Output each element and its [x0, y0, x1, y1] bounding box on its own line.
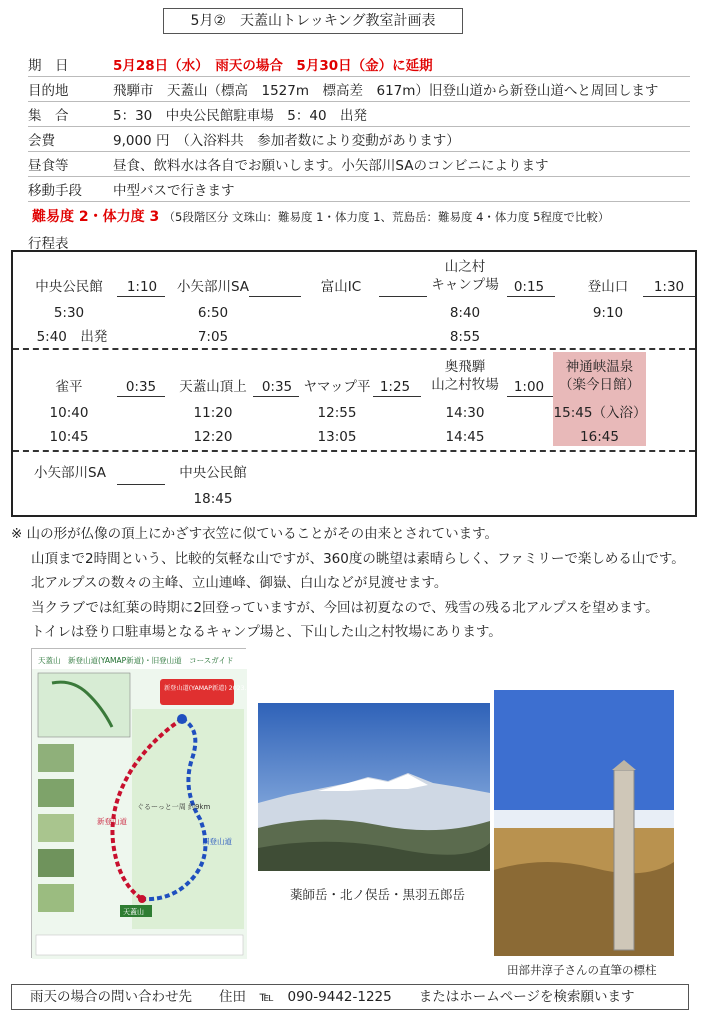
depart-time: 13:05 [317, 429, 357, 445]
summit-marker-graphic [494, 690, 674, 956]
place-yamap-daira: ヤマップ平 [303, 379, 371, 395]
note-line: ※ 山の形が仏像の頂上にかざす衣笠に似ていることがその由来とされています。 [11, 526, 499, 542]
arrive-time: 11:20 [193, 405, 233, 421]
info-row-lunch [28, 152, 690, 177]
arrive-time: 9:10 [592, 305, 624, 321]
depart-time: 12:20 [193, 429, 233, 445]
info-value-transport: 中型バスで行きます [113, 183, 235, 199]
place-tozanguchi: 登山口 [587, 279, 629, 295]
map-loop-label: ぐるーっと一周 約9km [137, 803, 211, 811]
arrive-time: 12:55 [317, 405, 357, 421]
note-line: トイレは登り口駐車場となるキャンプ場と、下山した山之村牧場にあります。 [31, 624, 502, 640]
duration: 0:35 [261, 379, 293, 395]
depart-time: 8:55 [449, 329, 481, 345]
depart-time: 5:40 出発 [36, 329, 108, 345]
info-value-lunch: 昼食、飲料水は各自でお願いします。小矢部川SAのコンビニによります [113, 158, 549, 174]
info-row-transport [28, 177, 690, 202]
info-key: 集 合 [28, 108, 69, 124]
duration: 0:15 [513, 279, 545, 295]
info-row-destination [28, 77, 690, 102]
map-summit: 天蓋山 [123, 908, 144, 916]
place-chuo-kominkan-return: 中央公民館 [179, 465, 247, 481]
duration: 1:00 [513, 379, 545, 395]
arrive-time: 15:45（入浴） [553, 405, 647, 421]
place-toyama-ic: 富山IC [320, 279, 362, 295]
map-new-trail: 新登山道 [97, 817, 127, 826]
summit-marker-photo [494, 690, 674, 956]
notes-section [11, 522, 685, 645]
depart-time: 10:45 [49, 429, 89, 445]
arrive-time: 14:30 [445, 405, 485, 421]
schedule-label: 行程表 [28, 236, 69, 252]
info-key: 会費 [28, 133, 55, 149]
info-row-fee [28, 127, 690, 152]
difficulty-rating: 難易度 2・体力度 3 [32, 209, 160, 225]
duration: 1:25 [379, 379, 411, 395]
contact-info: 雨天の場合の問い合わせ先 住田 ℡ 090-9442-1225 またはホームページを検索願います [11, 984, 689, 1010]
info-value-fee: 9,000 円 （入浴料共 参加者数により変動があります） [113, 133, 460, 149]
place-jinzukyo-onsen: 神通峡温泉 （楽今日館） [559, 359, 640, 393]
arrive-time: 5:30 [53, 305, 85, 321]
place-summit: 天蓋山頂上 [179, 379, 247, 395]
depart-time: 16:45 [580, 429, 619, 445]
map-old-trail: 旧登山道 [202, 837, 232, 846]
info-row-meeting [28, 102, 690, 127]
page-title: 5月② 天蓋山トレッキング教室計画表 [163, 8, 463, 34]
place-oyabegawa-sa: 小矢部川SA [176, 279, 250, 295]
schedule-table [11, 250, 697, 517]
mountain-photo-graphic [258, 703, 490, 871]
note-line: 北アルプスの数々の主峰、立山連峰、御嶽、白山などが見渡せます。 [31, 575, 448, 591]
info-key: 移動手段 [28, 183, 82, 199]
difficulty-note: （5段階区分 文珠山：難易度 1・体力度 1、荒島岳：難易度 4・体力度 5程度で比較） [163, 210, 610, 224]
info-row-date [28, 52, 690, 77]
info-value-meeting: 5：30 中央公民館駐車場 5：40 出発 [113, 108, 368, 124]
course-map-graphic [32, 649, 280, 959]
note-line: 山頂まで2時間という、比較的気軽な山ですが、360度の眺望は素晴らしく、ファミリーで楽しめる山です。 [31, 550, 685, 567]
mountain-photo [258, 703, 490, 871]
map-badge: 新登山道(YAMAP新道) 2023.5.20 OPEN [164, 685, 280, 692]
mountain-photo-caption: 薬師岳・北ノ俣岳・黒羽五郎岳 [290, 887, 466, 902]
place-yamanomura-camp: 山之村 キャンプ場 [431, 259, 499, 293]
duration: 1:10 [126, 279, 158, 295]
place-suzumedaira: 雀平 [55, 379, 83, 395]
depart-time: 7:05 [197, 329, 229, 345]
info-key: 目的地 [28, 83, 69, 99]
map-header: 天蓋山 新登山道(YAMAP新道)・旧登山道 コースガイド [38, 656, 234, 665]
course-map [31, 648, 280, 958]
duration: 0:35 [125, 379, 157, 395]
info-value-destination: 飛騨市 天蓋山（標高 1527m 標高差 617m）旧登山道から新登山道へと周回します [113, 83, 659, 99]
place-oyabegawa-sa-return: 小矢部川SA [33, 465, 107, 481]
arrive-time: 6:50 [197, 305, 229, 321]
place-yamanomura-farm: 奥飛騨 山之村牧場 [431, 359, 499, 393]
difficulty-line [32, 206, 609, 226]
summit-marker-caption: 田部井淳子さんの直筆の標柱 [507, 963, 657, 977]
arrive-time: 8:40 [449, 305, 481, 321]
info-key: 昼食等 [28, 158, 69, 174]
depart-time: 14:45 [445, 429, 485, 445]
arrive-time: 10:40 [49, 405, 89, 421]
info-table [28, 52, 690, 202]
duration: 1:30 [653, 279, 685, 295]
info-value-date: 5月28日（水） 雨天の場合 5月30日（金）に延期 [113, 58, 433, 74]
place-chuo-kominkan: 中央公民館 [35, 279, 103, 295]
arrive-time: 18:45 [193, 491, 233, 507]
note-line: 当クラブでは紅葉の時期に2回登っていますが、今回は初夏なので、残雪の残る北アルプスを望めます。 [31, 599, 659, 616]
info-key: 期 日 [28, 58, 69, 74]
